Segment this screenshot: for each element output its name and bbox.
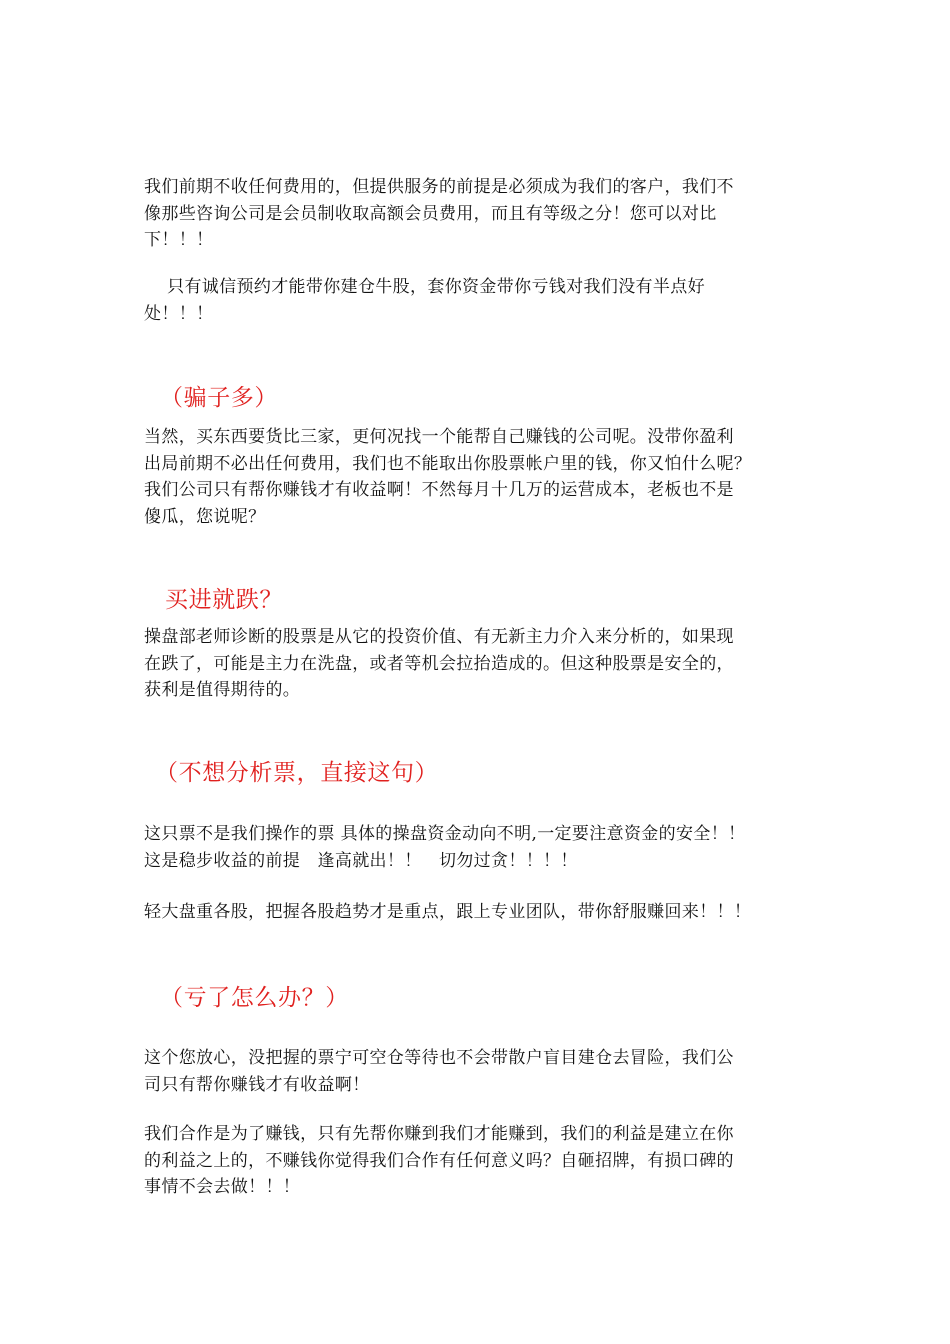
text-line: 这个您放心，没把握的票宁可空仓等待也不会带散户盲目建仓去冒险，我们公 <box>144 1048 734 1068</box>
heading-what-if-loss: （亏了怎么办？） <box>160 985 349 1011</box>
text-line: 我们前期不收任何费用的，但提供服务的前提是必须成为我们的客户，我们不 <box>144 177 734 197</box>
text-line: 我们公司只有帮你赚钱才有收益啊！不然每月十几万的运营成本，老板也不是 <box>144 480 734 500</box>
paragraph-trend <box>144 899 824 926</box>
text-line: 的利益之上的，不赚钱你觉得我们合作有任何意义吗？自砸招牌，有损口碑的 <box>144 1150 734 1171</box>
paragraph-integrity <box>144 274 824 327</box>
text-line: 这是稳步收益的前提 逢高就出！！ 切勿过贪！！！！ <box>144 850 578 871</box>
heading-buy-and-drop: 买进就跌？ <box>165 587 283 613</box>
text-line: 当然，买东西要货比三家，更何况找一个能帮自己赚钱的公司呢。没带你盈利 <box>144 427 734 447</box>
text-line: 在跌了，可能是主力在洗盘，或者等机会拉抬造成的。但这种股票是安全的， <box>144 653 734 674</box>
text-line: 获利是值得期待的。 <box>144 680 301 700</box>
paragraph-stock-diagnosis <box>144 624 824 704</box>
text-line: 傻瓜，您说呢？ <box>144 506 266 527</box>
text-line: 处！！！ <box>144 303 214 324</box>
text-line: 操盘部老师诊断的股票是从它的投资价值、有无新主力介入来分析的，如果现 <box>144 627 734 647</box>
paragraph-not-our-stock <box>144 821 824 874</box>
text-line: 只有诚信预约才能带你建仓牛股，套你资金带你亏钱对我们没有半点好 <box>144 277 705 297</box>
text-line: 轻大盘重各股，把握各股趋势才是重点，跟上专业团队，带你舒服赚回来！！！ <box>144 902 752 922</box>
heading-no-analysis: （不想分析票，直接这句） <box>155 760 439 786</box>
text-line: 事情不会去做！！！ <box>144 1177 301 1197</box>
text-line: 司只有帮你赚钱才有收益啊！ <box>144 1074 370 1095</box>
paragraph-compare-companies <box>144 424 824 530</box>
text-line: 我们合作是为了赚钱，只有先帮你赚到我们才能赚到，我们的利益是建立在你 <box>144 1124 734 1144</box>
text-line: 像那些咨询公司是会员制收取高额会员费用，而且有等级之分！您可以对比 <box>144 203 717 224</box>
paragraph-cooperation <box>144 1121 824 1201</box>
paragraph-rest-assured <box>144 1045 824 1098</box>
text-line: 下！！！ <box>144 230 214 250</box>
heading-scammers: （骗子多） <box>160 385 278 411</box>
paragraph-no-upfront-fees <box>144 174 824 254</box>
text-line: 出局前期不必出任何费用，我们也不能取出你股票帐户里的钱，你又怕什么呢？ <box>144 453 752 474</box>
text-line: 这只票不是我们操作的票 具体的操盘资金动向不明,一定要注意资金的安全！！ <box>144 824 746 844</box>
